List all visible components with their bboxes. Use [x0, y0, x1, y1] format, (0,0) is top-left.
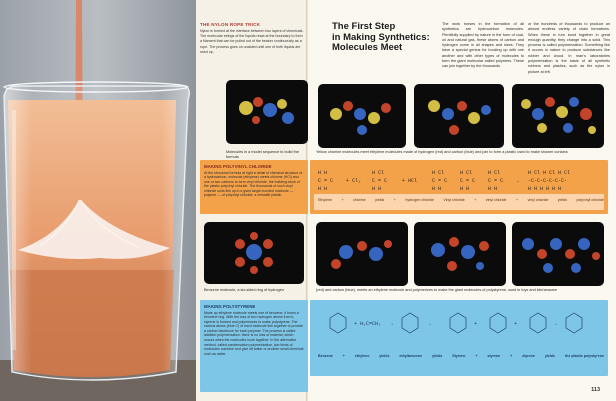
svg-text:H H: H H	[432, 186, 442, 192]
nylon-rope-sidebar	[200, 22, 304, 55]
title-line-2: in Making Synthetics:	[332, 31, 430, 43]
svg-text:+: +	[474, 321, 478, 327]
blue-label: +	[510, 354, 513, 358]
blue-label: yields	[432, 354, 443, 358]
row2-caption: (red) and carbon (blue), meets an ethylene molecule and polymerizes to make the giant molecules of polystyrene, used in toys and kitchenware	[316, 288, 558, 292]
polystyrene-panel-left	[200, 300, 308, 392]
page-number: 113	[591, 387, 600, 393]
polystyrene-panel-text: Made up ethylene molecule meets one of benzene, it forms a benzene ring. With the loss of two hydrogen atoms from it, styrene is formed and polymerizes to make polystyrene. The various atoms (blue C) of each molecule link together to provide a carbon backbone for each polymer. The process is called addition polymerization: there is no loss of material, which occurs when the molecules hook together. In the alternative method, called condensation polymerization, two kinds of molecules combine and give off water or another small chemical such as water.	[204, 310, 304, 356]
blue-label: +	[475, 354, 478, 358]
svg-text:H H H H H H: H H H H H H	[528, 186, 562, 192]
svg-text:→: →	[554, 321, 558, 327]
eq-label: yields	[557, 198, 568, 202]
eq-label: Vinyl chloride	[443, 198, 465, 202]
polystyrene-panel-title: MAKING POLYSTYRENE	[204, 304, 256, 309]
sidebar-title: THE NYLON ROPE TRICK	[200, 22, 261, 27]
eq-label: vinyl chloride	[527, 198, 549, 202]
blue-label: Styrene	[452, 354, 466, 358]
row1-caption-right: Yellow chlorine molecules meet ethylene molecules made of hydrogen (red) and carbon (blue) and join to form a plastic used to make shower curtains	[316, 150, 568, 154]
eq-label: +	[474, 198, 477, 202]
eq-label: +	[341, 198, 344, 202]
blue-label: ethylene	[354, 354, 370, 358]
eq-label: polyvinyl chloride	[576, 198, 604, 202]
blue-label: +	[342, 354, 345, 358]
molecule-photo-2	[318, 84, 406, 148]
title-line-1: The First Step	[332, 21, 396, 32]
pvc-panel-title: MAKING POLYVINYL CHLORIDE	[204, 164, 272, 169]
eq-label: +	[393, 198, 396, 202]
blue-label: Benzene	[318, 354, 333, 358]
chapter-title	[332, 22, 436, 54]
svg-text:H Cl H Cl H Cl: H Cl H Cl H Cl	[528, 170, 571, 176]
svg-text:H H: H H	[318, 170, 328, 176]
svg-text:H H: H H	[372, 186, 382, 192]
svg-text:H H: H H	[460, 186, 470, 192]
svg-text:-C-C-C-C-C-C-: -C-C-C-C-C-C-	[528, 178, 568, 184]
polystyrene-equation-panel	[310, 300, 608, 376]
pvc-structural-formula	[310, 160, 608, 214]
svg-text:H H: H H	[318, 186, 328, 192]
svg-text:C = C: C = C	[318, 178, 334, 184]
row1-caption-left: Molecules in a model sequence to build the formula	[226, 150, 299, 159]
svg-text:H Cl: H Cl	[372, 170, 385, 176]
molecule-photo-4	[512, 84, 604, 148]
molecule-photo-1	[226, 80, 308, 144]
svg-text:→: →	[428, 321, 432, 327]
svg-text:+ H₂C=CH₂: + H₂C=CH₂	[354, 321, 382, 327]
svg-text:C = C: C = C	[488, 178, 504, 184]
eq-label: hydrogen chloride	[405, 198, 434, 202]
svg-text:H Cl: H Cl	[488, 170, 501, 176]
svg-text:C = C: C = C	[372, 178, 388, 184]
benzene-caption: Benzene molecule, a six-sided ring of hydrogen	[204, 288, 284, 292]
blue-label: styrene	[487, 354, 501, 358]
pvc-equation-panel	[310, 160, 608, 214]
blue-label: yields	[544, 354, 556, 358]
svg-text:→: →	[516, 178, 520, 184]
body-column-1: The work horses in the formation of all synthetics are hydrocarbon molecules. Plentifully supplied by nature in the form of coal, oil and natural gas, these atoms of carbon and hydrogen come in all shapes and sizes. They have a special genius for hooking up with one another and with other types of molecules to form the giant molecular called polymers. These can join together by the thousands	[442, 22, 524, 69]
eq-label: yields	[375, 198, 385, 202]
molecule-photo-5	[316, 222, 408, 286]
blue-label: the plastic polystyrene	[564, 354, 604, 358]
body-column-2: or the hundreds of thousands to produce an almost endless variety of chain formations. When these in turn bond together in great enough quantity, they change into a solid. This process is called polymerization. Something like it occurs in nature to produce substances like rubber and wood. In man's laboratories polymerization is the basis of all synthetic rubbers and plastics, such as the nylon in picture at left.	[528, 22, 610, 74]
polystyrene-structural-formula	[310, 300, 608, 360]
pvc-equation-labels	[318, 198, 604, 202]
svg-text:→: →	[390, 321, 394, 327]
svg-text:+ HCl: + HCl	[402, 178, 418, 184]
pvc-panel-text: At the structural formula at right a detail of chemical structure of a hydrocarbon, molecule (ethylene) meets chlorine (HCl) and one or two carbons to form vinyl chloride, the building block of the plastic polyvinyl chloride. The thousands of such vinyl chloride units link up in a giant single-bonded molecule — polymer — of polyvinyl chloride, a versatile plastic.	[204, 170, 303, 198]
eq-label: Ethylene	[318, 198, 332, 202]
molecule-photo-7	[512, 222, 604, 286]
svg-text:C = C: C = C	[432, 178, 448, 184]
eq-label: chlorine	[353, 198, 366, 202]
blue-label: styrene	[522, 354, 535, 358]
molecule-photo-6	[414, 222, 506, 286]
svg-text:+ Cl₂: + Cl₂	[346, 178, 362, 184]
svg-text:H H: H H	[488, 186, 498, 192]
benzene-photo	[204, 222, 304, 284]
eq-label: vinyl chloride	[485, 198, 507, 202]
beaker-photo	[0, 0, 196, 401]
svg-text:C = C: C = C	[460, 178, 476, 184]
sidebar-text: Nylon is formed at the interface between two layers of chemicals. The molecular strings of the liquids react at the boundary to form a filament that can be pulled out of the beaker continuously as a rope. The process goes on unaided until one of both liquids are used up.	[200, 29, 304, 54]
pvc-panel-left	[200, 160, 308, 214]
title-line-3: Molecules Meet	[332, 42, 403, 53]
svg-text:H Cl: H Cl	[432, 170, 445, 176]
polystyrene-labels	[318, 354, 604, 358]
svg-text:H Cl: H Cl	[460, 170, 473, 176]
svg-text:+: +	[514, 321, 518, 327]
blue-label: yields	[379, 354, 390, 358]
eq-label: +	[516, 198, 519, 202]
molecule-photo-3	[414, 84, 504, 148]
blue-label: ethylbenzene	[399, 354, 423, 358]
